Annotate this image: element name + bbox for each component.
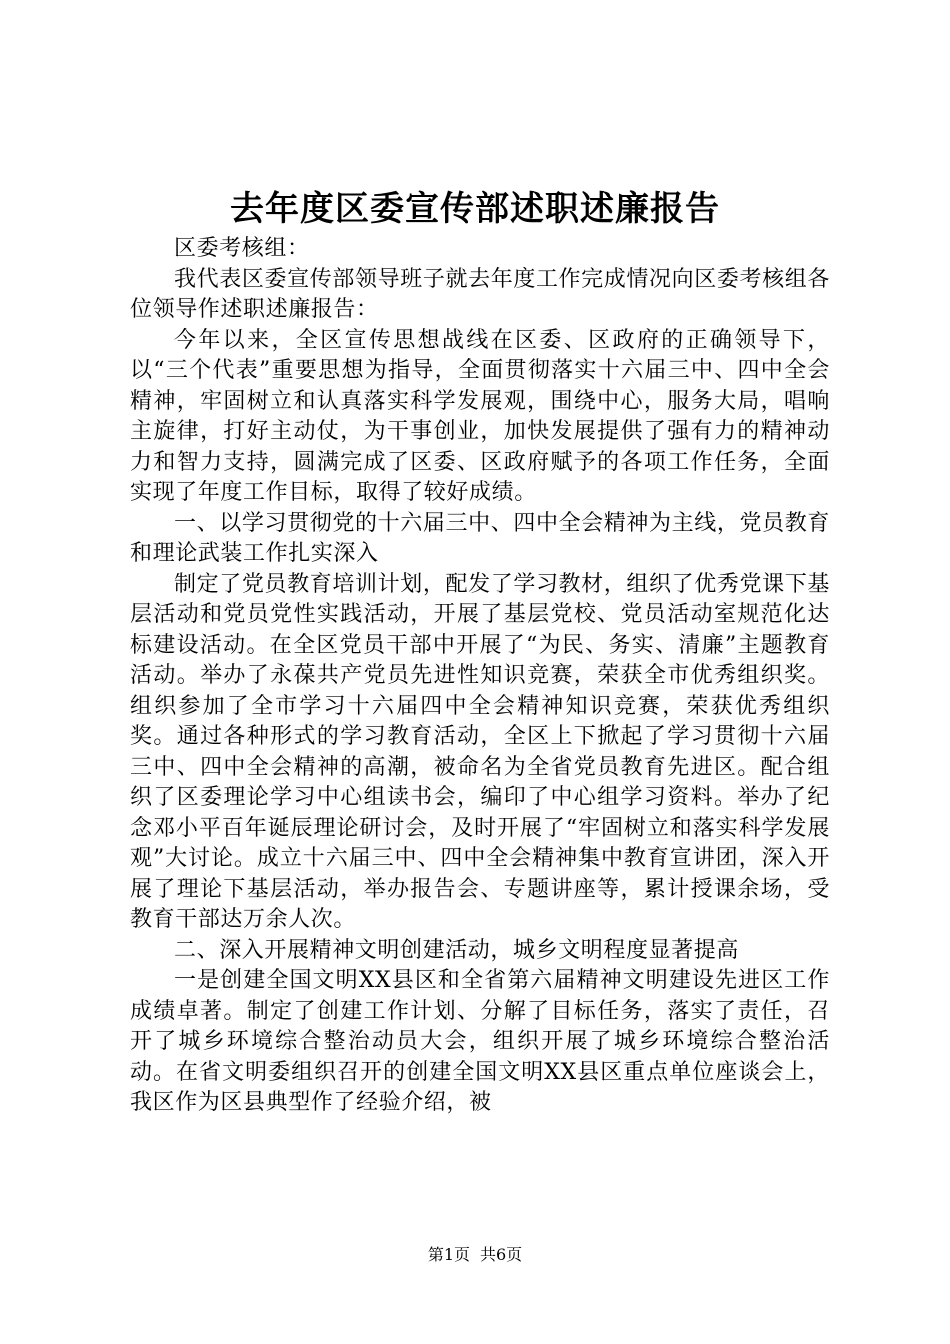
intro-paragraph: 我代表区委宣传部领导班子就去年度工作完成情况向区委考核组各位领导作述职述廉报告： — [130, 266, 830, 322]
page-number: 第1页 — [427, 1245, 470, 1264]
section-2-paragraph: 一是创建全国文明XX县区和全省第六届精神文明建设先进区工作成绩卓著。制定了创建工作计划、分解了目标任务，落实了责任，召开了城乡环境综合整治动员大会，组织开展了城乡环境综合整治活动。在省文明委组织召开的创建全国文明XX县区重点单位座谈会上，我区作为区县典型作了经验介绍，被 — [130, 968, 830, 1115]
document-body — [130, 234, 830, 1119]
salutation-paragraph: 区委考核组： — [174, 236, 310, 261]
section-heading-1: 一、以学习贯彻党的十六届三中、四中全会精神为主线，党员教育和理论武装工作扎实深入 — [130, 510, 830, 566]
document-title: 去年度区委宣传部述职述廉报告 — [230, 189, 720, 229]
section-heading-2: 二、深入开展精神文明创建活动，城乡文明程度显著提高 — [174, 937, 740, 963]
section-1-paragraph: 制定了党员教育培训计划，配发了学习教材，组织了优秀党课下基层活动和党员党性实践活动，开展了基层党校、党员活动室规范化达标建设活动。在全区党员干部中开展了“为民、务实、清廉”主题教育活动。举办了永葆共产党员先进性知识竞赛，荣获全市优秀组织奖。组织参加了全市学习十六届四中全会精神知识竞赛，荣获优秀组织奖。通过各种形式的学习教育活动，全区上下掀起了学习贯彻十六届三中、四中全会精神的高潮，被命名为全省党员教育先进区。配合组织了区委理论学习中心组读书会，编印了中心组学习资料。举办了纪念邓小平百年诞辰理论研讨会，及时开展了“牢固树立和落实科学发展观”大讨论。成立十六届三中、四中全会精神集中教育宣讲团，深入开展了理论下基层活动，举办报告会、专题讲座等，累计授课余场，受教育干部达万余人次。 — [130, 571, 830, 932]
page-total: 共6页 — [480, 1245, 523, 1264]
page-footer — [0, 1244, 950, 1266]
summary-paragraph: 今年以来，全区宣传思想战线在区委、区政府的正确领导下，以“三个代表”重要思想为指导，全面贯彻落实十六届三中、四中全会精神，牢固树立和认真落实科学发展观，围绕中心，服务大局，唱响主旋律，打好主动仗，为干事创业，加快发展提供了强有力的精神动力和智力支持，圆满完成了区委、区政府赋予的各项工作任务，全面实现了年度工作目标，取得了较好成绩。 — [130, 327, 830, 505]
